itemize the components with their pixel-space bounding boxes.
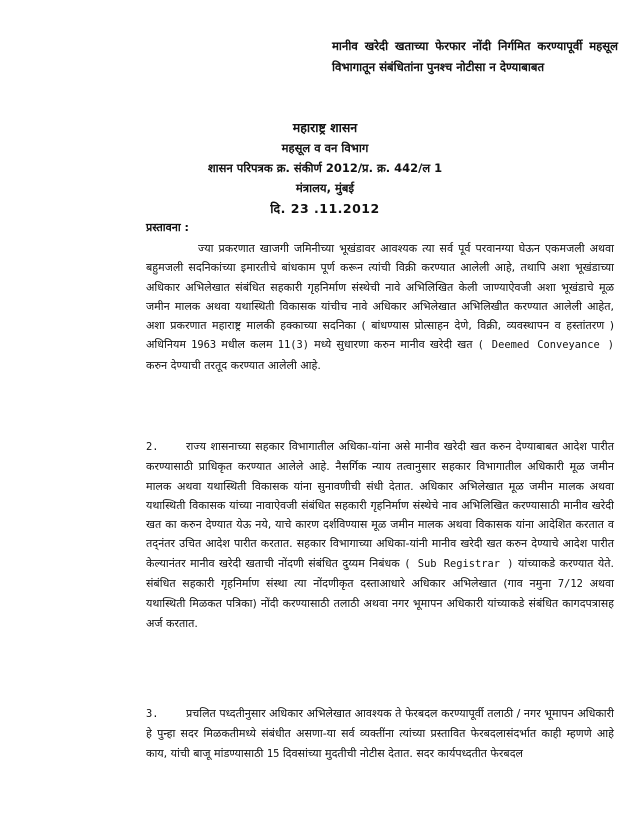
para3-text-a: प्रचलित पध्दतीनुसार अधिकार अभिलेखात आवश्यक ते फेरबदल करण्यापूर्वी तलाठी / नगर भूमापन अधिकारी हे पुन्हा सदर मिळकतीमध्ये संबंधीत असणा-या सर्व व्यक्तींना त्यांच्या प्रस्तावित फेरबदलासंदर्भात काही म्हणणे आहे काय, यांची बाजू मांडण्यासाठी [146, 707, 614, 760]
paragraph-3 [146, 704, 614, 764]
para2-number: 2. [146, 441, 159, 453]
para2-text-b: यांच्याकडे करण्यात येते. संबंधित सहकारी गृहनिर्माण संस्था त्या नोंदणीकृत दस्ताआधारे अधिकार अभिलेखात (गाव नमुना [146, 556, 614, 591]
para1-text-a: ज्या प्रकरणात खाजगी जमिनीच्या भूखंडावर आवश्यक त्या सर्व पूर्व परवानग्या घेऊन एकमजली अथवा बहुमजली सदनिकांच्या इमारतीचे बांधकाम पूर्ण करून त्यांची विक्री करण्यात आलेली आहे, तथापि अशा भूखंडाच्या अधिकार अभिलेखात संबंधित सहकारी गृहनिर्माण संस्थेची नावे अभिलिखित केली जाण्याऐवजी अशा भूखंडाचे मूळ जमीन मालक अथवा यथास्थिती विकासक यांचीच नावे अधिकार अभिलेखात अभिलिखीत करण्यात आलेली आहेत, अशा प्रकरणात महाराष्ट्र मालकी हक्काच्या सदनिका ( बांधण्यास प्रोत्साहन देणे, विक्री, व्यवस्थापन व हस्तांतरण ) अधिनियम [146, 242, 614, 352]
circular-date: दि. 23 .11.2012 [270, 201, 380, 216]
issuing-place: मंत्रालय, मुंबई [295, 181, 355, 195]
para1-text-b: मधील कलम [221, 338, 273, 352]
para1-text-c: मध्ये सुधारणा करुन मानीव खरेदी खत [314, 338, 473, 352]
para2-text-c: अथवा यथास्थिती मिळकत पत्रिका) नोंदी करण्यासाठी तलाठी अथवा नगर भूमापन अधिकारी यांच्याकडे संबंधित कागदपत्रासह अर्ज करतात. [146, 577, 615, 630]
act-section: 11(3) [277, 339, 310, 352]
circular-subject: मानीव खरेदी खताच्या फेरफार नोंदी निर्गमित करण्यापूर्वी महसूल विभागातून संबंधितांना पुनश्च नोटीसा न देण्याबाबत [332, 39, 618, 74]
para1-text-d: करुन देण्याची तरतूद करण्यात आलेली आहे. [146, 358, 321, 372]
village-form-number: 7/12 [557, 578, 583, 591]
paragraph-2 [146, 437, 614, 633]
notice-days: 15 [266, 747, 280, 760]
act-year: 1963 [191, 339, 217, 352]
para3-text-b: दिवसांच्या मुदतीची नोटीस देतात. सदर कार्यपध्दतीत फेरबदल [282, 746, 523, 760]
circular-header [200, 118, 450, 219]
department-name: महसूल व वन विभाग [281, 141, 369, 155]
paragraph-1 [146, 239, 614, 375]
para2-text-a: राज्य शासनाच्या सहकार विभागातील अधिका-यांना असे मानीव खरेदी खत करुन देण्याबाबत आदेश पारीत करण्यासाठी प्राधिकृत करण्यात आलेले आहे. नैसर्गिक न्याय तत्वानुसार सहकार विभागातील अधिकारी मूळ जमीन मालक अथवा यथास्थिती विकासक यांना सुनावणीची संधी देतात. अधिकार अभिलेखात मूळ जमीन मालक अथवा यथास्थिती विकासक यांच्या नावाऐवजी संबंधित सहकारी गृहनिर्माण संस्थेचे नाव अभिलिखित करण्यासाठी मानीव खरेदी खत का करुन देण्यात येऊ नये, याचे कारण दर्शविण्यास मूळ जमीन मालक अथवा विकासक यांना आदेशित करतात व तद्नंतर उचित आदेश पारीत करतात. सहकार विभागाच्या अधिका-यांनी मानीव खरेदी खत करुन देण्याचे आदेश पारीत केल्यानंतर मानीव खरेदी खताची नोंदणी संबंधित दुय्यम निबंधक [146, 440, 614, 570]
government-name: महाराष्ट्र शासन [292, 120, 358, 135]
deemed-conveyance-term: ( Deemed Conveyance ) [477, 339, 614, 352]
intro-heading: प्रस्तावना : [146, 221, 189, 234]
circular-number: शासन परिपत्रक क्र. संकीर्ण 2012/प्र. क्र. 442/ल 1 [207, 161, 443, 175]
sub-registrar-term: ( Sub Registrar ) [404, 557, 514, 570]
para3-number: 3. [146, 708, 159, 720]
